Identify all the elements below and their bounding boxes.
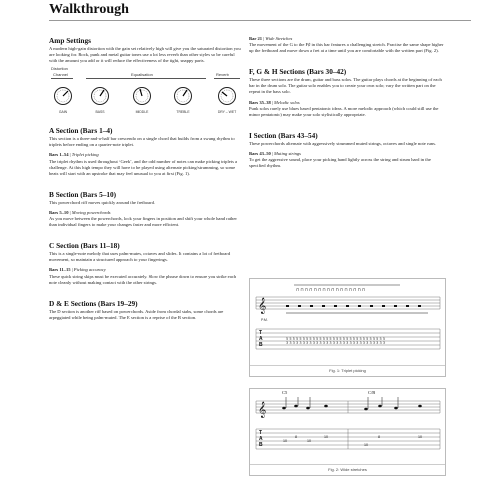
dry-wet-knob-icon — [217, 86, 237, 106]
i-section-sub-bars: Bars 43–50 — [249, 150, 271, 156]
notation-fig2-icon — [250, 389, 445, 464]
page-title: Walkthrough — [49, 2, 129, 17]
bar21-sub-body: The movement of the G to the F♯ in this bar features a challenging stretch. Practise the same shape higher up the fretboard and move down a fret at a time until you are comfortable with the written part (Fig. 2). — [249, 42, 444, 54]
tab-number-7: 10 — [418, 435, 422, 439]
i-section-body: These powerchords alternate with aggressively strummed muted strings, octaves and single note runs. — [249, 140, 437, 146]
tab-letter-a: A — [259, 436, 263, 442]
svg-text:3 3 3 3 3 3 3 3 3 3 3 3 3 3 3: 3 3 3 3 3 3 3 3 3 3 3 3 3 3 3 3 3 3 3 3 3 3 3 3 3 3 3 3 3 3 — [286, 341, 386, 345]
tab-number-6: 8 — [378, 435, 380, 439]
figure2-caption: Fig. 2: Wide stretches — [250, 464, 445, 475]
svg-text:𝄞: 𝄞 — [258, 298, 267, 314]
b-section-sub-title: Moving powerchords — [71, 209, 111, 215]
group-bracket-equalisation — [86, 78, 206, 83]
treble-knob-icon — [173, 86, 193, 106]
i-section-subheading: Bars 43–50 | Muting strings — [249, 150, 301, 156]
palm-mute-marking: P.M. — [261, 318, 268, 322]
amp-settings-heading: Amp Settings — [49, 36, 91, 45]
tab-number-3: 10 — [307, 439, 311, 443]
b-section-body: This powerchord riff moves quickly around the fretboard. — [49, 199, 156, 205]
a-section-heading: A Section (Bars 1–4) — [49, 126, 113, 136]
a-section-body: This section is a three-and-a-half bar crescendo on a single chord that builds from a swung rhythm to triplets before ending on a quarter-note triplet. — [49, 136, 235, 148]
a-section-sub-title: Triplet picking — [71, 152, 99, 158]
i-section-sub-body: To get the aggressive sound, place your picking hand lightly across the string and strum hard in the specified rhythm. — [249, 157, 431, 169]
tab-number-1: 10 — [283, 439, 287, 443]
i-section-heading: I Section (Bars 43–54) — [249, 130, 318, 140]
tab-letter-t: T — [259, 330, 263, 336]
notation-fig1-icon — [250, 279, 445, 365]
tab-number-5: 10 — [364, 443, 368, 447]
bar21-subheading: Bar 21 | Wide Stretches — [249, 36, 293, 41]
tab-letter-b: B — [259, 442, 263, 448]
a-section-subheading: Bars 1–54 | Triplet picking — [49, 152, 99, 158]
knob-label-gain: GAIN — [58, 110, 68, 115]
chord-symbol-c5: C5 — [282, 390, 288, 395]
left-column — [49, 36, 241, 321]
group-label-equalisation: Equalisation — [131, 72, 153, 78]
de-section-body: The D section is another riff based on powerchords. Aside from chordal stabs, some chords are arpeggiated while being palm-muted. The E section is a reprise of the B section. — [49, 308, 224, 320]
a-section-sub-bars: Bars 1–54 — [49, 152, 69, 158]
figure1-caption: Fig. 1: Triplet picking — [250, 365, 445, 376]
fgh-section-heading: F, G & H Sections (Bars 30–42) — [249, 67, 347, 77]
figure-wide-stretches — [249, 388, 446, 476]
title-divider — [49, 20, 471, 21]
bar21-sub-title: Wide Stretches — [265, 36, 293, 41]
b-section-heading: B Section (Bars 5–10) — [49, 189, 117, 199]
tab-letter-a: A — [259, 336, 263, 342]
fgh-section-sub-title: Melodic solos — [274, 99, 300, 105]
knob-label-middle: MIDDLE — [135, 110, 149, 115]
knob-label-treble: TREBLE — [176, 110, 190, 115]
c-section-sub-title: Picking accuracy — [73, 267, 106, 273]
fgh-section-sub-bars: Bars 35–38 — [249, 99, 271, 105]
knob-label-dry-wet: DRY – WET — [217, 110, 237, 115]
fgh-section-sub-body: Punk solos rarely use blues based pentatonic ideas. A more melodic approach (which could still use the minor pentatonic) may make your solo stylistically appropriate. — [249, 105, 439, 117]
c-section-sub-bars: Bars 11–15 — [49, 267, 71, 273]
de-section-heading: D & E Sections (Bars 19–29) — [49, 298, 138, 308]
gain-knob-icon — [53, 86, 73, 106]
chord-symbol-c-over-b: C/B — [368, 390, 376, 395]
c-section-sub-body: These quick string skips must be executed accurately. Slow the phrase down to ensure you strike each note cleanly without making contact with the other strings. — [49, 273, 237, 285]
tab-letter-b: B — [259, 342, 263, 348]
fgh-section-body: These three sections are the drum, guitar and bass solos. The guitar plays chords at the beginning of each bar in the drum solo. The guitar solo enables you to create your own solo; vary the written part on the repeat in the bass solo. — [249, 77, 442, 95]
b-section-subheading: Bars 5–10 | Moving powerchords — [49, 209, 111, 215]
bass-knob-icon — [90, 86, 110, 106]
group-label-channel: Channel — [53, 72, 68, 78]
middle-knob-icon — [132, 86, 152, 106]
group-bracket-distortion — [51, 78, 73, 83]
c-section-heading: C Section (Bars 11–18) — [49, 241, 120, 251]
bar21-sub-bars: Bar 21 — [249, 36, 263, 41]
right-column — [249, 36, 444, 169]
tab-clef-fig1 — [259, 330, 263, 348]
figure-triplet-picking — [249, 278, 446, 377]
svg-text:𝄞: 𝄞 — [258, 402, 267, 418]
group-label-reverb: Reverb — [216, 72, 229, 78]
tab-number-4: 10 — [324, 435, 328, 439]
svg-text:5 5 5 5 5 5 5 5 5 5 5 5 5 5 5: 5 5 5 5 5 5 5 5 5 5 5 5 5 5 5 5 5 5 5 5 5 5 5 5 5 5 5 5 5 5 — [286, 337, 386, 341]
amp-settings-body: A modern high-gain distortion with the gain set relatively high will give you the saturated distortion you are looking for. Rock, punk and metal guitar tones use a lot less reverb than other styles so be careful with the amount you add or it will reduce the effectiveness of the tight, snappy parts. — [49, 46, 241, 64]
group-label-distortion: Distortion — [51, 66, 68, 72]
a-section-sub-body: The triplet rhythm is used throughout ‘Geek’, and the odd number of notes can make picking triplets a challenge. At this high tempo they will have to be played using alternate picking/strumming, so some beats will start with an upstroke that may feel unusual to you at first (Fig. 1). — [49, 158, 238, 176]
i-section-sub-title: Muting strings — [274, 150, 301, 156]
b-section-sub-bars: Bars 5–10 — [49, 209, 69, 215]
fgh-section-subheading: Bars 35–38 | Melodic solos — [249, 99, 300, 105]
amp-settings-diagram — [49, 66, 241, 122]
group-bracket-reverb — [214, 78, 240, 83]
tab-number-2: 8 — [295, 435, 297, 439]
tab-clef-fig2 — [259, 430, 263, 448]
tab-letter-t: T — [259, 430, 263, 436]
c-section-subheading: Bars 11–15 | Picking accuracy — [49, 267, 106, 273]
c-section-body: This is a single-note melody that uses palm-mutes, octaves and slides. It contains a lot of fretboard movement, so maintain a structured approach to your fingerings. — [49, 251, 231, 263]
svg-text:⊓ ⊓ ⊓ ⊓ ⊓ ⊓ ⊓ ⊓ ⊓ ⊓ ⊓ ⊓ ⊓ ⊓ ⊓: ⊓ ⊓ ⊓ ⊓ ⊓ ⊓ ⊓ ⊓ ⊓ ⊓ ⊓ ⊓ ⊓ ⊓ ⊓ ⊓ — [296, 287, 366, 292]
knob-label-bass: BASS — [95, 110, 105, 115]
b-section-sub-body: As you move between the powerchords, lock your fingers in position and shift your whole hand rather than individual fingers to make your changes faster and more efficient. — [49, 216, 237, 228]
